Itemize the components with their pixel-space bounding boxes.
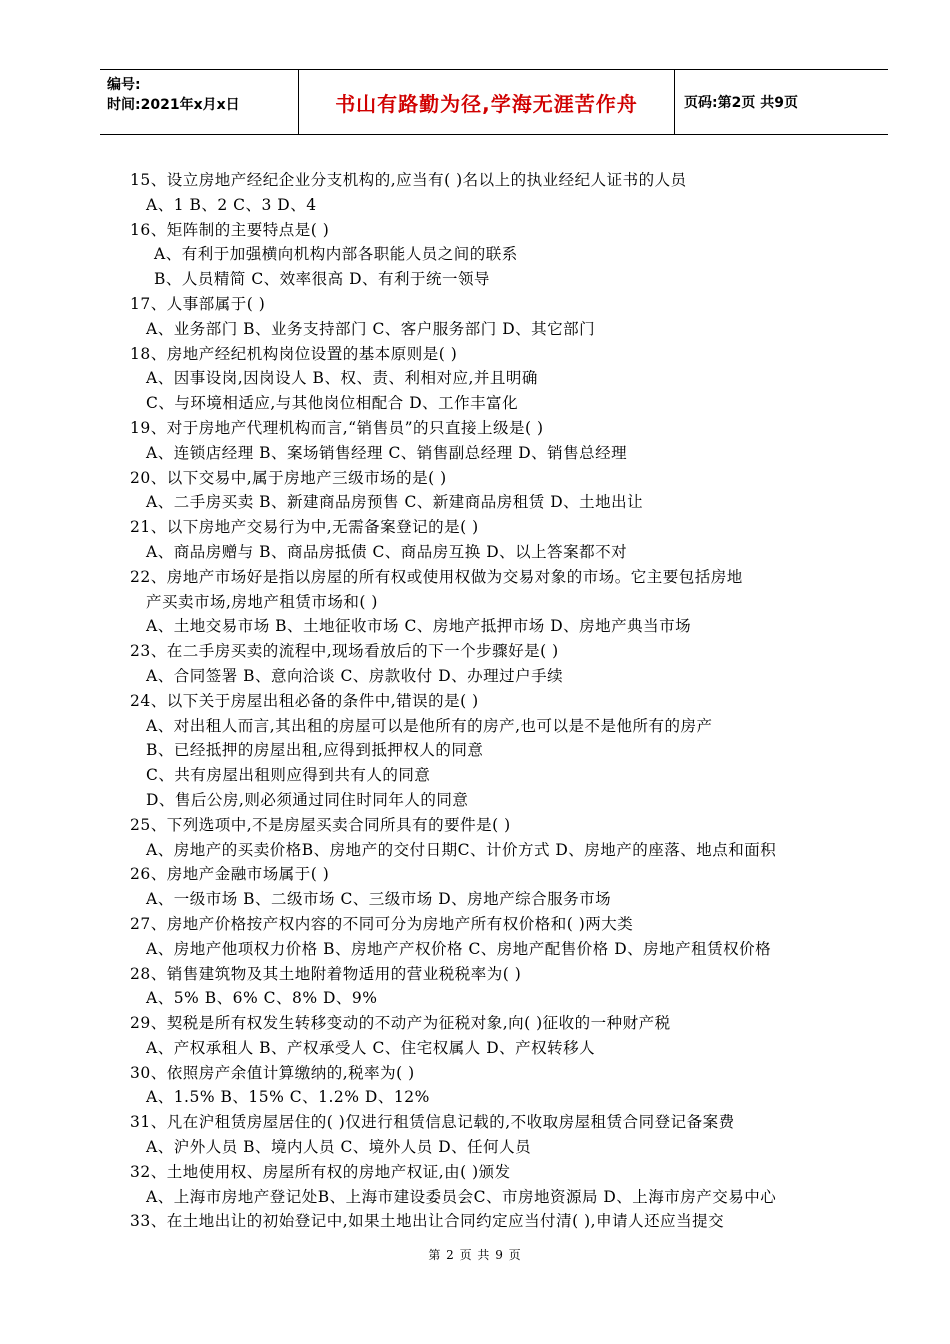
- header-meta-cell: [100, 70, 298, 134]
- motto-text: 书山有路勤为径,学海无涯苦作舟: [335, 91, 638, 116]
- option-line: A、1 B、2 C、3 D、4: [146, 195, 317, 214]
- option-line: A、土地交易市场 B、土地征收市场 C、房地产抵押市场 D、房地产典当市场: [146, 617, 692, 636]
- option-line: A、产权承租人 B、产权承受人 C、住宅权属人 D、产权转移人: [146, 1038, 596, 1057]
- option-line: A、连锁店经理 B、案场销售经理 C、销售副总经理 D、销售总经理: [146, 443, 628, 462]
- option-line: A、房地产他项权力价格 B、房地产产权价格 C、房地产配售价格 D、房地产租赁权价格: [146, 939, 772, 958]
- option-line: B、已经抵押的房屋出租,应得到抵押权人的同意: [146, 741, 484, 760]
- header-motto-cell: [298, 70, 675, 134]
- question-line: 16、矩阵制的主要特点是( ): [130, 220, 330, 239]
- question-line: 22、房地产市场好是指以房屋的所有权或使用权做为交易对象的市场。它主要包括房地: [130, 567, 743, 586]
- question-list: [120, 168, 900, 1234]
- option-line: A、对出租人而言,其出租的房屋可以是他所有的房产,也可以是不是他所有的房产: [146, 716, 713, 735]
- option-line: B、人员精简 C、效率很高 D、有利于统一领导: [154, 270, 491, 289]
- option-line: A、业务部门 B、业务支持部门 C、客户服务部门 D、其它部门: [146, 319, 596, 338]
- question-line: 26、房地产金融市场属于( ): [130, 865, 330, 884]
- page-footer: 第 2 页 共 9 页: [428, 1248, 522, 1262]
- option-line: A、沪外人员 B、境内人员 C、境外人员 D、任何人员: [146, 1138, 532, 1157]
- option-line: C、共有房屋出租则应得到共有人的同意: [146, 766, 431, 785]
- question-line: 24、以下关于房屋出租必备的条件中,错误的是( ): [130, 691, 479, 710]
- question-line: 28、销售建筑物及其土地附着物适用的营业税税率为( ): [130, 964, 522, 983]
- option-line: 产买卖市场,房地产租赁市场和( ): [146, 592, 378, 611]
- question-line: 18、房地产经纪机构岗位设置的基本原则是( ): [130, 344, 458, 363]
- option-line: C、与环境相适应,与其他岗位相配合 D、工作丰富化: [146, 394, 519, 413]
- option-line: A、房地产的买卖价格B、房地产的交付日期C、计价方式 D、房地产的座落、地点和面积: [146, 840, 777, 859]
- option-line: A、有利于加强横向机构内部各职能人员之间的联系: [154, 245, 518, 264]
- page-header: [100, 69, 888, 135]
- option-line: A、上海市房地产登记处B、上海市建设委员会C、市房地资源局 D、上海市房产交易中心: [146, 1187, 777, 1206]
- question-line: 30、依照房产余值计算缴纳的,税率为( ): [130, 1063, 415, 1082]
- option-line: D、售后公房,则必须通过同住时同年人的同意: [146, 790, 469, 809]
- question-line: 29、契税是所有权发生转移变动的不动产为征税对象,向( )征收的一种财产税: [130, 1014, 671, 1033]
- question-line: 27、房地产价格按产权内容的不同可分为房地产所有权价格和( )两大类: [130, 914, 634, 933]
- question-line: 31、凡在沪租赁房屋居住的( )仅进行租赁信息记载的,不收取房屋租赁合同登记备案费: [130, 1113, 735, 1132]
- question-line: 23、在二手房买卖的流程中,现场看放后的下一个步骤好是( ): [130, 642, 559, 661]
- question-line: 32、土地使用权、房屋所有权的房地产权证,由( )颁发: [130, 1162, 511, 1181]
- question-line: 20、以下交易中,属于房地产三级市场的是( ): [130, 468, 447, 487]
- option-line: A、合同签署 B、意向洽谈 C、房款收付 D、办理过户手续: [146, 666, 564, 685]
- option-line: A、一级市场 B、二级市场 C、三级市场 D、房地产综合服务市场: [146, 890, 612, 909]
- time-label: 时间:2021年x月x日: [107, 97, 240, 113]
- code-label: 编号:: [107, 77, 141, 93]
- option-line: A、二手房买卖 B、新建商品房预售 C、新建商品房租赁 D、土地出让: [146, 493, 644, 512]
- page-info: 页码:第2页 共9页: [684, 95, 798, 111]
- option-line: A、商品房赠与 B、商品房抵债 C、商品房互换 D、以上答案都不对: [146, 542, 628, 561]
- question-line: 33、在土地出让的初始登记中,如果土地出让合同约定应当付清( ),申请人还应当提交: [130, 1212, 725, 1231]
- question-line: 19、对于房地产代理机构而言,“销售员”的只直接上级是( ): [130, 418, 544, 437]
- header-page-cell: [674, 70, 888, 134]
- option-line: A、因事设岗,因岗设人 B、权、责、利相对应,并且明确: [146, 369, 538, 388]
- option-line: A、5% B、6% C、8% D、9%: [146, 989, 378, 1008]
- question-line: 25、下列选项中,不是房屋买卖合同所具有的要件是( ): [130, 815, 511, 834]
- question-line: 17、人事部属于( ): [130, 294, 266, 313]
- option-line: A、1.5% B、15% C、1.2% D、12%: [146, 1088, 430, 1107]
- question-line: 15、设立房地产经纪企业分支机构的,应当有( )名以上的执业经纪人证书的人员: [130, 171, 687, 189]
- question-line: 21、以下房地产交易行为中,无需备案登记的是( ): [130, 518, 479, 537]
